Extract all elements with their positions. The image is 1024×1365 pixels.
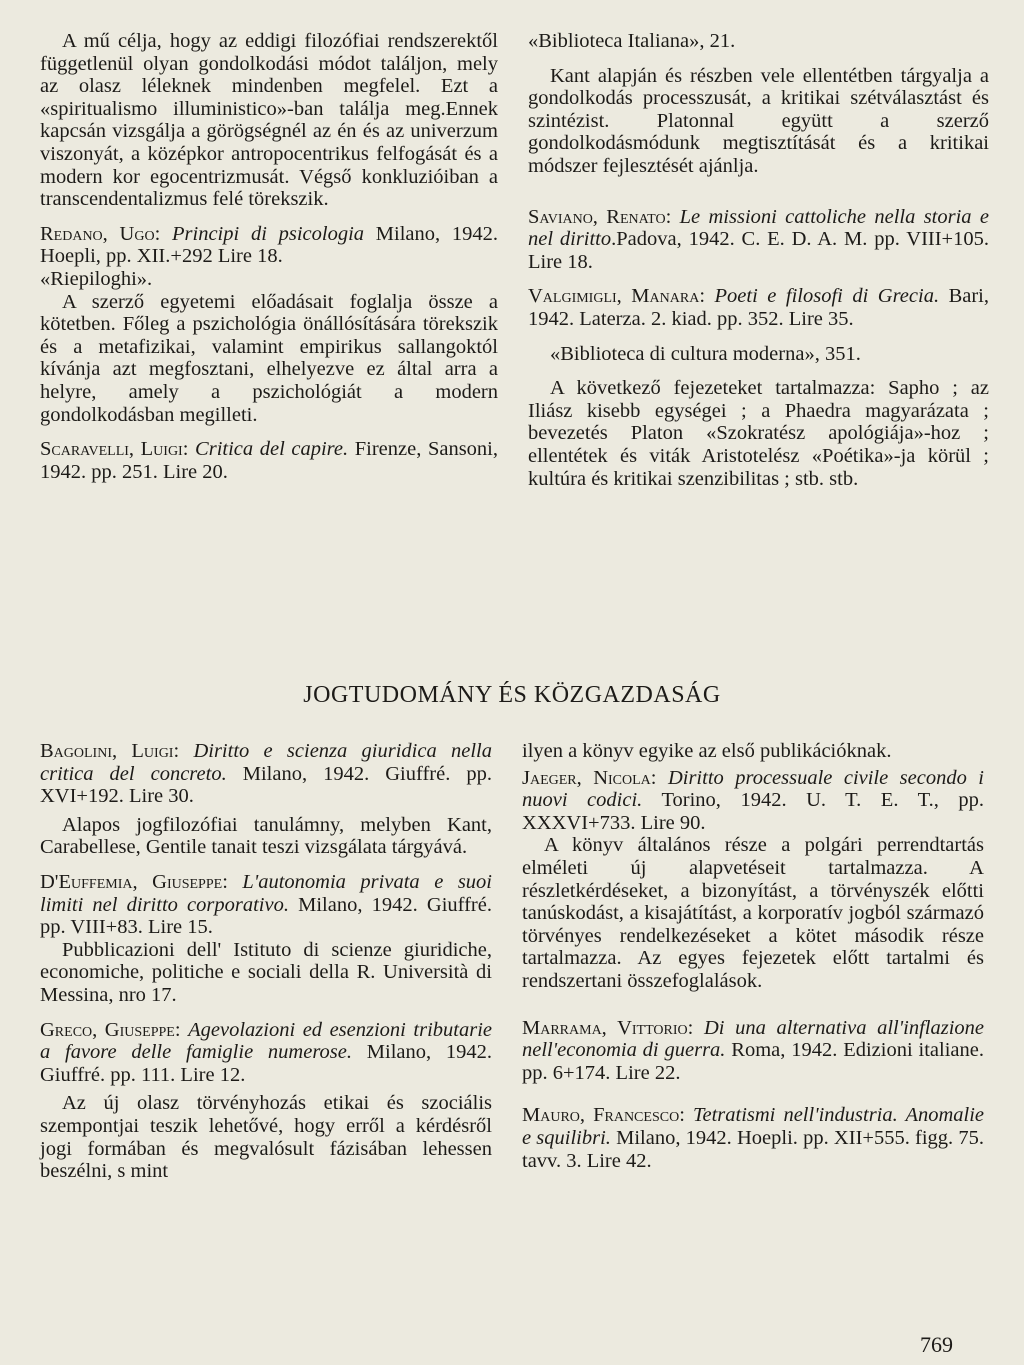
entry-title: Principi di psicologia: [172, 222, 365, 245]
entry-author: Mauro, Francesco: [522, 1104, 680, 1127]
entry-bagolini: Bagolini, Luigi: Diritto e scienza giuridica nella critica del concreto. Milano, 1942. Giuffré. pp. XVI+192. Lire 30.: [40, 740, 492, 808]
entry-title: Critica del capire.: [195, 438, 349, 461]
entry-series: Pubblicazioni dell' Istituto di scienze giuridiche, economiche, politiche e sociali della R. Università di Messina, nro 17.: [40, 938, 492, 1006]
entry-series: «Biblioteca di cultura moderna», 351.: [550, 342, 861, 365]
entry-title: Di una alternativa all'inflazione nell'economia di guerra.: [522, 1016, 984, 1062]
entry-valgimigli: Valgimigli, Manara: Poeti e filosofi di Grecia. Bari, 1942. Laterza. 2. kiad. pp. 352. Lire 35.: [528, 285, 989, 330]
entry-description: A szerző egyetemi előadásait foglalja össze a kötetben. Főleg a pszichológia önállósítására törekszik és a metafizikai, valamint empirikus sallangoktól kívánja azt megfosztani, elhelyezve ez által arra a helyre, amely a pszichológiát a modern gondolkodásban megilleti.: [40, 290, 498, 426]
entry-publication: Milano, 1942. Giuffré. pp. XVI+192. Lire 30.: [40, 762, 492, 808]
section-heading: JOGTUDOMÁNY ÉS KÖZGAZDASÁG: [303, 682, 721, 708]
entry-publication: Torino, 1942. U. T. E. T., pp. XXXVI+733. Lire 90.: [522, 789, 984, 834]
entry-author: Redano, Ugo: [40, 222, 155, 245]
entry-jaeger: Jaeger, Nicola: Diritto processuale civile secondo i nuovi codici. Torino, 1942. U. T. E. T., pp. XXXVI+733. Lire 90.: [522, 766, 984, 834]
entry-saviano: Saviano, Renato: Le missioni cattoliche nella storia e nel diritto.Padova, 1942. C. E. D. A. M. pp. VIII+105. Lire 18.: [528, 205, 989, 273]
entry-deuffemia: D'Euffemia, Giuseppe: L'autonomia privata e suoi limiti nel diritto corporativo. Milano, 1942. Giuffré. pp. VIII+83. Lire 15.: [40, 870, 492, 939]
paragraph-continuation: ilyen a könyv egyike az első publikációknak.: [522, 740, 892, 762]
entry-publication: Milano, 1942. Hoepli, pp. XII.+292 Lire 18.: [40, 222, 499, 268]
page-number: 769: [920, 1332, 953, 1357]
entry-series: «Biblioteca Italiana», 21.: [528, 30, 736, 52]
entry-publication: Milano, 1942. Giuffré. pp. VIII+83. Lire 15.: [40, 893, 492, 939]
paragraph-intro: A mű célja, hogy az eddigi filozófiai rendszerektől függetlenül olyan gondolkodási módot találjon, mely az olasz léleknek mindenben megfelel. Ezt a «spiritualismo illuministico»-ban találja meg.Ennek kapcsán vizsgálja a görögségnél az én és az univerzum viszonyát, a középkor antropocentrikus felfogását és a modern kor egocentrizmusát. Végső konkluzióiban a transcendentalizmus felé törekszik.: [40, 30, 498, 211]
entry-publication: Milano, 1942. Giuffré. pp. 111. Lire 12.: [40, 1041, 492, 1086]
left-column-top: [40, 30, 498, 483]
right-column-bottom: [522, 740, 984, 1184]
entry-description: A könyv általános része a polgári perrendtartás elméleti új alapvetéseit tartalmazza. A részletkérdéseket, a bizonyítást, a törvényszék előtti tanúskodást, a kisajátítást, a korporatív jogból származó törvényes rendelkezéseket a kötet második része tartalmazza. Az egyes fejezetek előtt tartalmi és rendszertani összefoglalások.: [522, 834, 984, 992]
entry-title: Agevolazioni ed esenzioni tributarie a favore delle famiglie numerose.: [40, 1018, 493, 1064]
entry-author: Scaravelli, Luigi: [40, 438, 183, 461]
entry-marrama: Marrama, Vittorio: Di una alternativa all'inflazione nell'economia di guerra. Roma, 1942. Edizioni italiane. pp. 6+174. Lire 22.: [522, 1016, 984, 1084]
entry-greco: Greco, Giuseppe: Agevolazioni ed esenzioni tributarie a favore delle famiglie numerose. Milano, 1942. Giuffré. pp. 111. Lire 12.: [40, 1018, 493, 1086]
right-column-top: [528, 30, 989, 502]
entry-publication: Firenze, Sansoni, 1942. pp. 251. Lire 20.: [40, 438, 499, 483]
entry-author: Greco, Giuseppe: [40, 1018, 175, 1041]
entry-title: L'autonomia privata e suoi limiti nel diritto corporativo.: [40, 870, 492, 916]
entry-author: D'Euffemia, Giuseppe: [40, 870, 223, 893]
entry-author: Jaeger, Nicola: [522, 766, 651, 789]
entry-title: Poeti e filosofi di Grecia.: [714, 285, 940, 308]
entry-publication: Roma, 1942. Edizioni italiane. pp. 6+174. Lire 22.: [522, 1039, 984, 1084]
entry-title: Tetratismi nell'industria. Anomalie e squilibri.: [522, 1104, 985, 1149]
entry-author: Saviano, Renato: [528, 205, 666, 228]
entry-mauro: Mauro, Francesco: Tetratismi nell'industria. Anomalie e squilibri. Milano, 1942. Hoepli. pp. XII+555. figg. 75. tavv. 3. Lire 42.: [522, 1104, 985, 1172]
entry-author: Marrama, Vittorio: [522, 1016, 688, 1039]
entry-title: Diritto e scienza giuridica nella critica del concreto.: [40, 740, 492, 785]
entry-title: Diritto processuale civile secondo i nuovi codici.: [522, 766, 984, 812]
entry-publication: .Padova, 1942. C. E. D. A. M. pp. VIII+105. Lire 18.: [528, 228, 989, 273]
entry-description: Kant alapján és részben vele ellentétben tárgyalja a gondolkodás processzusát, a kritikai szétválasztást és szintézist. Platonnal együtt a szerző gondolkodásmódunk megtisztítását és a kritikai módszer fejlesztését ajánlja.: [528, 64, 989, 177]
entry-description: Az új olasz törvényhozás etikai és szociális szempontjai teszik lehetővé, hogy erről a kérdésről jogi formában és megvalósult fázisában lehessen beszélni, s mint: [40, 1092, 492, 1183]
entry-publication: Milano, 1942. Hoepli. pp. XII+555. figg. 75. tavv. 3. Lire 42.: [522, 1126, 984, 1172]
entry-description: Alapos jogfilozófiai tanulámny, melyben Kant, Carabellese, Gentile tanait teszi vizsgálata tárgyává.: [40, 813, 492, 859]
left-column-bottom: [40, 740, 492, 1195]
entry-description: A következő fejezeteket tartalmazza: Sapho ; az Iliász kisebb egységei ; a Phaedra magyarázata ; bevezetés Platon «Szokratész apológiája»-hoz ; ellentétek és viták Aristotelész «Poétika»-ja körül ; kultúra és kritikai szenzibilitas ; stb. stb.: [528, 377, 989, 490]
entry-author: Valgimigli, Manara: [528, 285, 700, 308]
entry-series: «Riepiloghi».: [40, 267, 153, 290]
entry-scaravelli: Scaravelli, Luigi: Critica del capire. Firenze, Sansoni, 1942. pp. 251. Lire 20.: [40, 438, 499, 483]
entry-title: Le missioni cattoliche nella storia e nel diritto: [528, 205, 989, 251]
entry-redano: Redano, Ugo: Principi di psicologia Milano, 1942. Hoepli, pp. XII.+292 Lire 18.: [40, 222, 499, 268]
entry-publication: Bari, 1942. Laterza. 2. kiad. pp. 352. Lire 35.: [528, 285, 989, 330]
entry-author: Bagolini, Luigi: [40, 740, 174, 762]
